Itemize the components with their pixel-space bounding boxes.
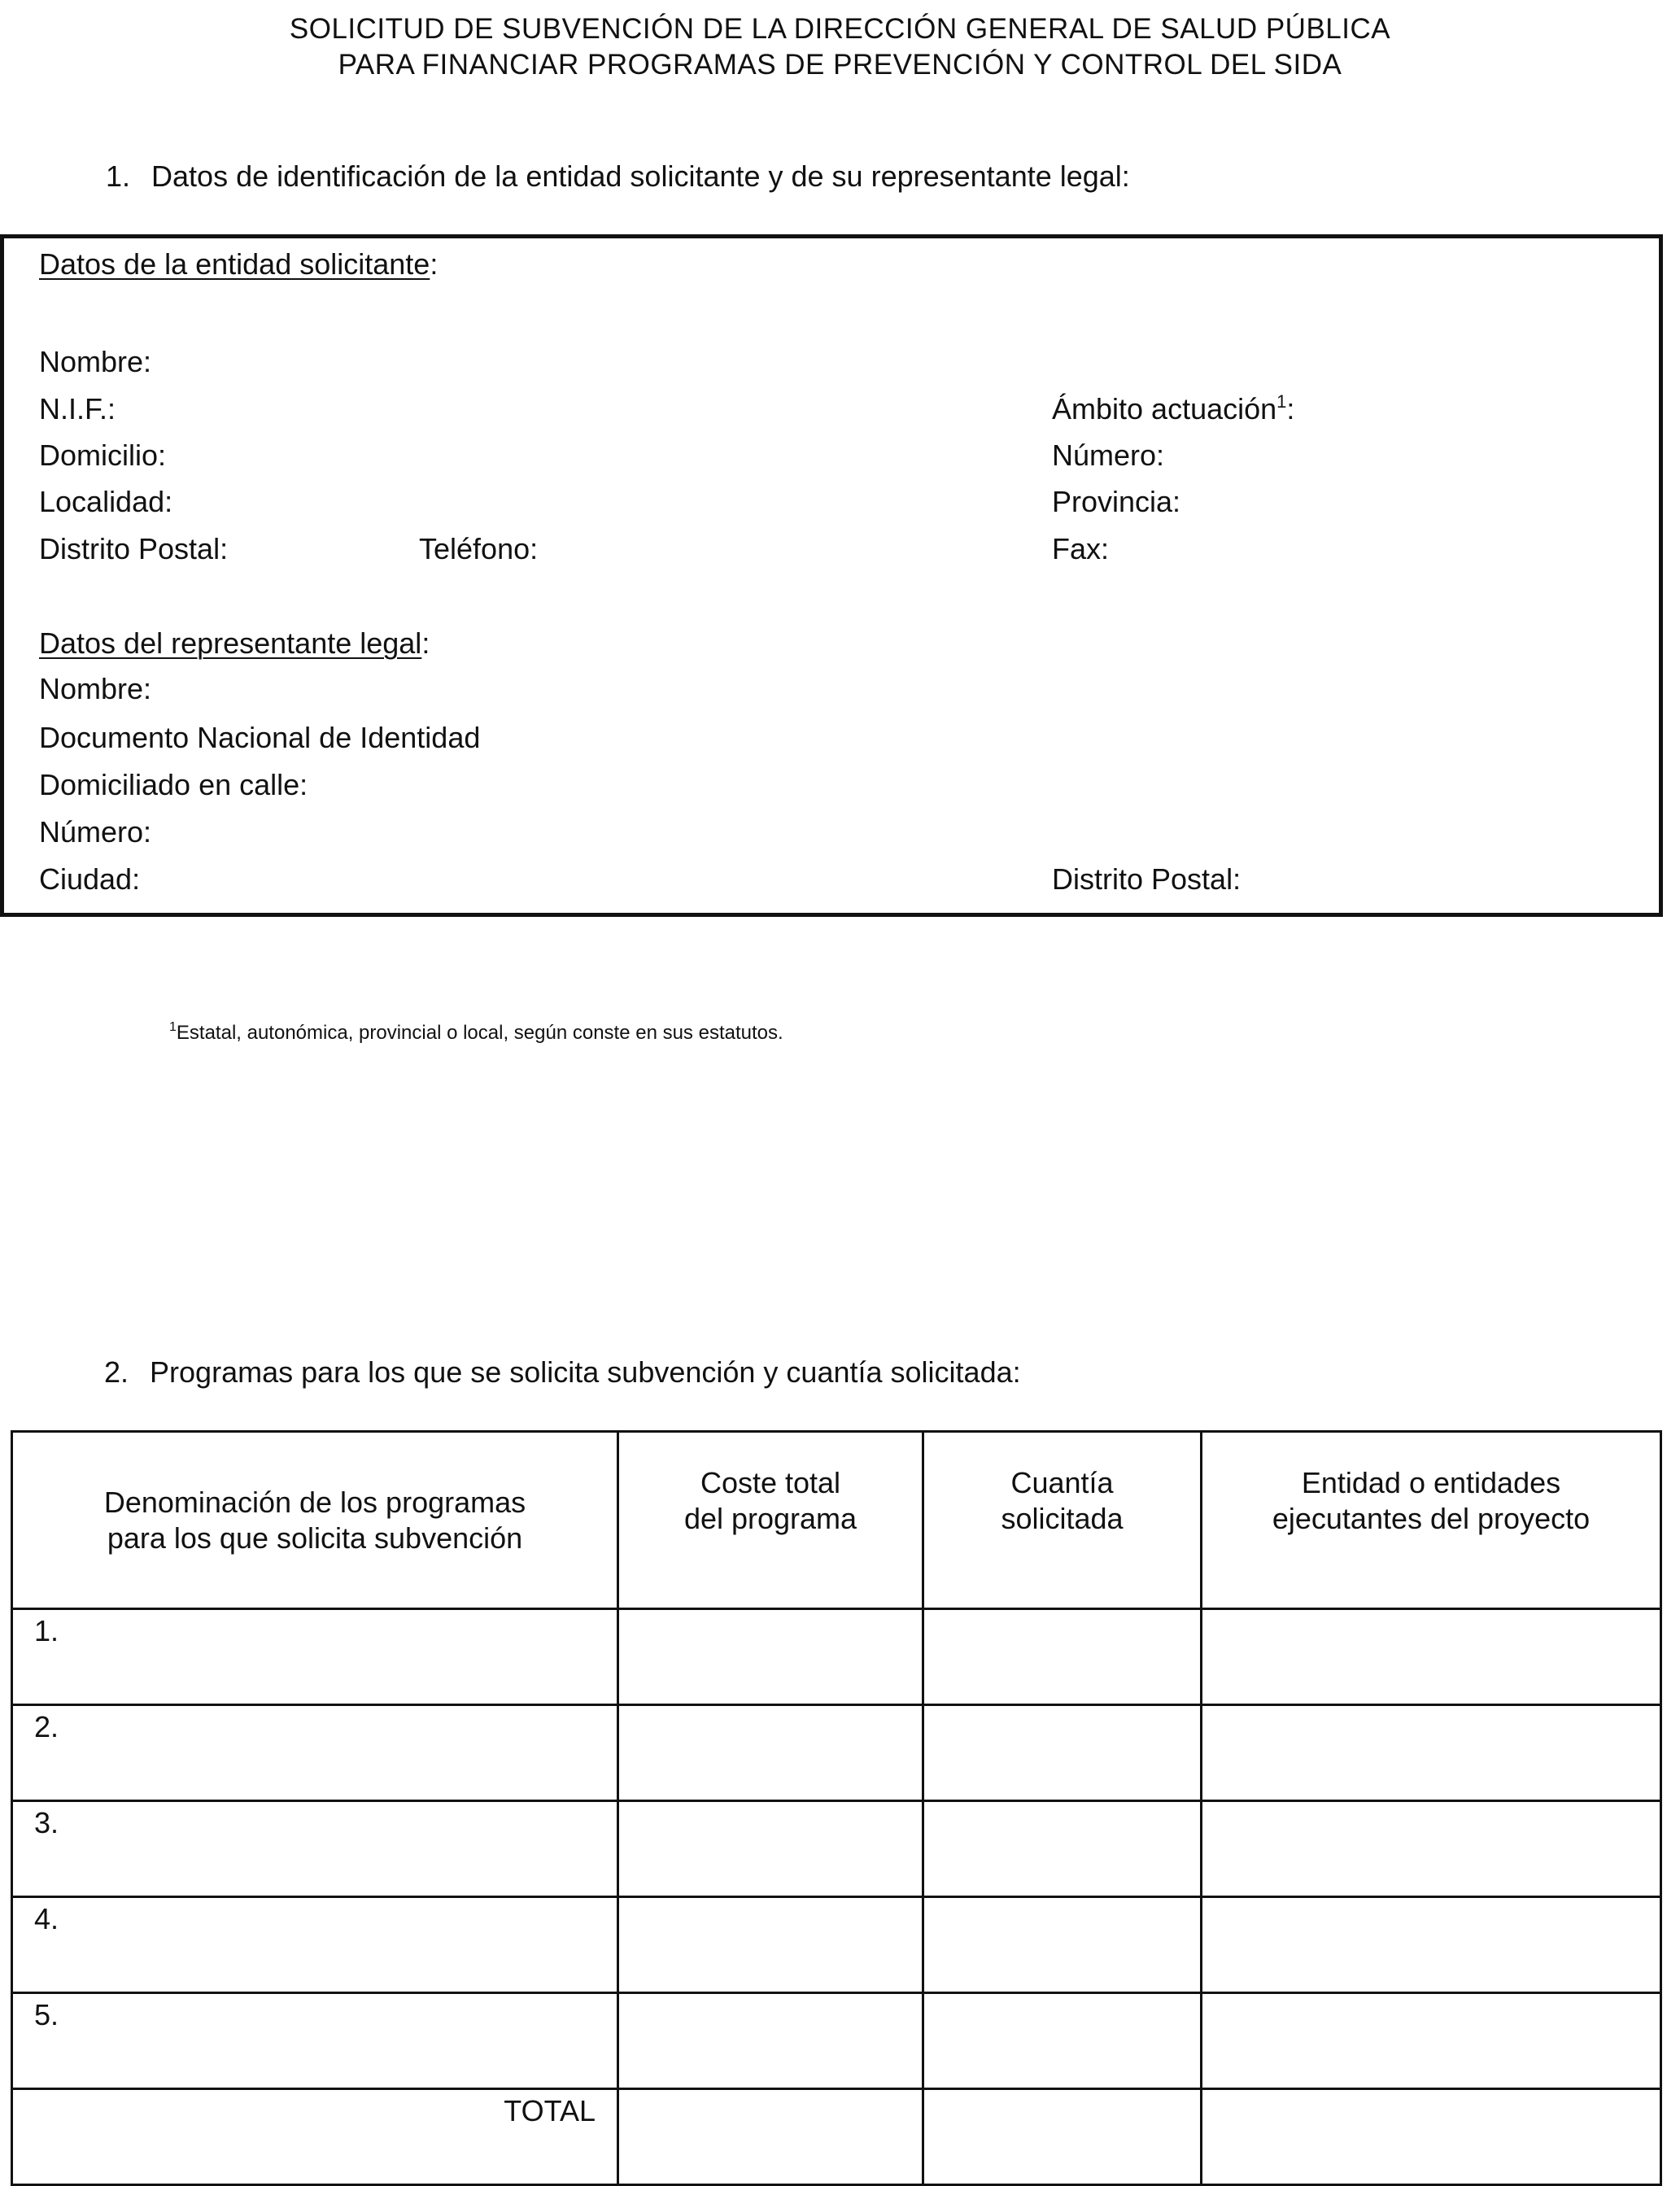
table-header-row bbox=[12, 1432, 1661, 1609]
table-row bbox=[12, 1897, 1661, 1993]
entity-provincia-label: Provincia: bbox=[1052, 485, 1181, 518]
total-cost-cell[interactable] bbox=[618, 1897, 923, 1993]
row-number-cell: 4. bbox=[12, 1897, 618, 1993]
entity-distrito-postal-label: Distrito Postal: bbox=[39, 532, 229, 565]
total-entities-cell[interactable] bbox=[1202, 2089, 1661, 2185]
representative-ciudad-label: Ciudad: bbox=[39, 862, 141, 896]
entity-telefono-label: Teléfono: bbox=[419, 532, 539, 565]
section-1-heading-text: Datos de identificación de la entidad solicitante y de su representante legal: bbox=[151, 159, 1130, 193]
footnote-text: Estatal, autonómica, provincial o local, según conste en sus estatutos. bbox=[176, 1022, 783, 1044]
representative-section-heading: Datos del representante legal: bbox=[39, 626, 430, 660]
entity-ambito-label: Ámbito actuación$^1$: bbox=[1052, 391, 1295, 425]
requested-amount-cell[interactable] bbox=[923, 1801, 1202, 1897]
ambito-footnote-mark: 1 bbox=[1276, 391, 1287, 412]
representative-distrito-postal-label: Distrito Postal: bbox=[1052, 862, 1241, 896]
representative-dni-label: Documento Nacional de Identidad bbox=[39, 721, 481, 754]
total-label-cell: TOTAL bbox=[12, 2089, 618, 2185]
representative-domiciliado-label: Domiciliado en calle: bbox=[39, 768, 308, 801]
section-2-heading bbox=[104, 1355, 1021, 1390]
requested-amount-cell[interactable] bbox=[923, 1609, 1202, 1705]
requested-amount-cell[interactable] bbox=[923, 1705, 1202, 1801]
header-requested-amount: Cuantía solicitada bbox=[923, 1432, 1202, 1609]
requested-amount-cell[interactable] bbox=[923, 1897, 1202, 1993]
footnote-mark: 1 bbox=[169, 1020, 177, 1034]
header-executing-entities: Entidad o entidades ejecutantes del proyecto bbox=[1202, 1432, 1661, 1609]
table-row bbox=[12, 1705, 1661, 1801]
total-row bbox=[12, 2089, 1661, 2185]
executing-entities-cell[interactable] bbox=[1202, 1897, 1661, 1993]
header-total-cost: Coste total del programa bbox=[618, 1432, 923, 1609]
total-cost-sum-cell[interactable] bbox=[618, 2089, 923, 2185]
representative-numero-label: Número: bbox=[39, 815, 152, 849]
footnote bbox=[169, 1020, 783, 1046]
entity-section-heading: Datos de la entidad solicitante: bbox=[39, 247, 439, 281]
total-cost-cell[interactable] bbox=[618, 1609, 923, 1705]
entity-nombre-label: Nombre: bbox=[39, 345, 152, 378]
section-1-number: 1. bbox=[106, 159, 131, 193]
executing-entities-cell[interactable] bbox=[1202, 1801, 1661, 1897]
representative-nombre-label: Nombre: bbox=[39, 672, 152, 705]
executing-entities-cell[interactable] bbox=[1202, 1609, 1661, 1705]
table-row bbox=[12, 1609, 1661, 1705]
row-number-cell: 3. bbox=[12, 1801, 618, 1897]
section-2-number: 2. bbox=[104, 1355, 129, 1389]
requested-amount-sum-cell[interactable] bbox=[923, 2089, 1202, 2185]
document-title bbox=[0, 11, 1680, 83]
entity-localidad-label: Localidad: bbox=[39, 485, 173, 518]
header-program-name: Denominación de los programas para los que solicita subvención bbox=[12, 1432, 618, 1609]
entity-domicilio-label: Domicilio: bbox=[39, 439, 167, 472]
entity-fax-label: Fax: bbox=[1052, 532, 1110, 565]
entity-nif-label: N.I.F.: bbox=[39, 392, 116, 425]
section-2-heading-text: Programas para los que se solicita subvención y cuantía solicitada: bbox=[150, 1355, 1021, 1389]
total-cost-cell[interactable] bbox=[618, 1801, 923, 1897]
executing-entities-cell[interactable] bbox=[1202, 1705, 1661, 1801]
executing-entities-cell[interactable] bbox=[1202, 1993, 1661, 2089]
title-line-1: SOLICITUD DE SUBVENCIÓN DE LA DIRECCIÓN GENERAL DE SALUD PÚBLICA bbox=[289, 13, 1391, 45]
entity-numero-label: Número: bbox=[1052, 439, 1165, 472]
row-number-cell: 1. bbox=[12, 1609, 618, 1705]
requested-amount-cell[interactable] bbox=[923, 1993, 1202, 2089]
table-row bbox=[12, 1993, 1661, 2089]
section-1-heading bbox=[106, 159, 1130, 194]
title-line-2: PARA FINANCIAR PROGRAMAS DE PREVENCIÓN Y CONTROL DEL SIDA bbox=[338, 49, 1342, 81]
total-cost-cell[interactable] bbox=[618, 1705, 923, 1801]
total-cost-cell[interactable] bbox=[618, 1993, 923, 2089]
row-number-cell: 5. bbox=[12, 1993, 618, 2089]
programs-table bbox=[11, 1430, 1662, 2186]
row-number-cell: 2. bbox=[12, 1705, 618, 1801]
table-row bbox=[12, 1801, 1661, 1897]
entity-data-box bbox=[0, 234, 1663, 917]
